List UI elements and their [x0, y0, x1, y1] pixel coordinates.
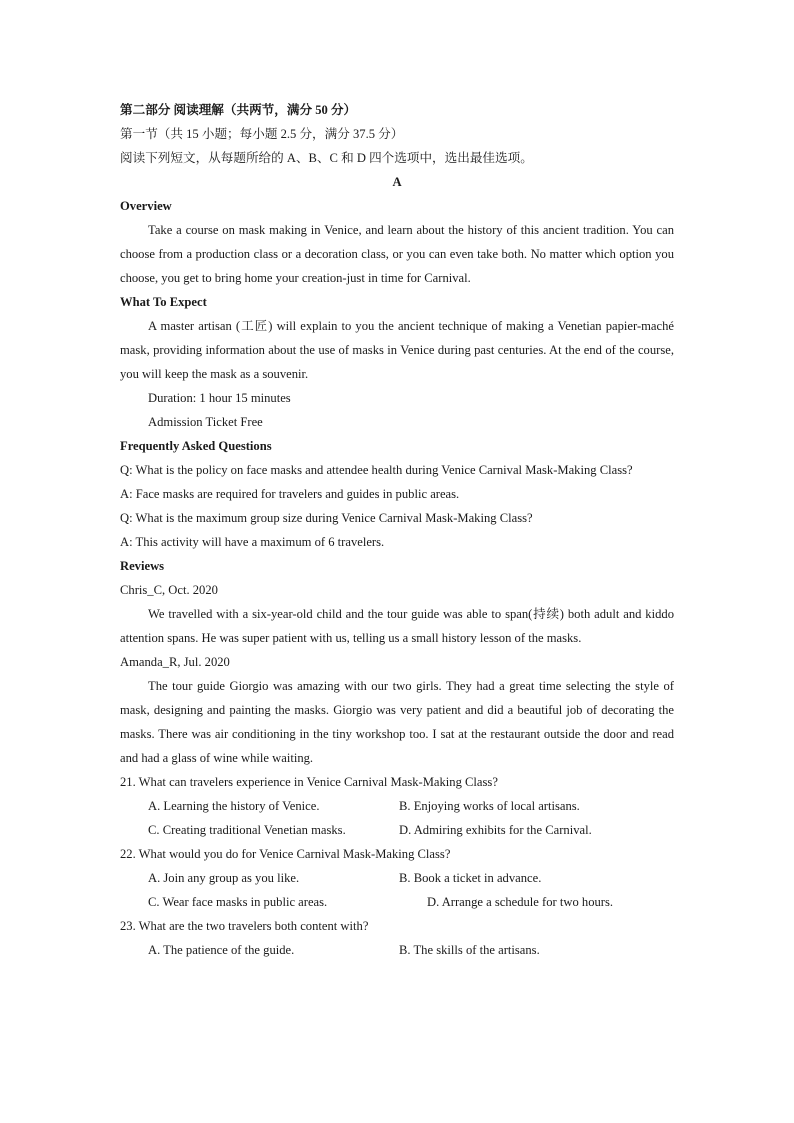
- question-22-options-row-1: [120, 866, 674, 890]
- faq-answer-2: A: This activity will have a maximum of 6 travelers.: [120, 535, 385, 549]
- reviews-heading: Reviews: [120, 559, 165, 573]
- expect-paragraph: A master artisan (工匠) will explain to you the ancient technique of making a Venetian papier-maché mask, providing information about the use of masks in Venice during past centuries. At the end of the course, you will keep the mask as a souvenir.: [120, 319, 674, 381]
- option-22-c: C. Wear face masks in public areas.: [148, 895, 328, 909]
- option-23-b: B. The skills of the artisans.: [399, 943, 540, 957]
- faq-question-1: Q: What is the policy on face masks and attendee health during Venice Carnival Mask-Making Class?: [120, 463, 633, 477]
- question-21-stem: 21. What can travelers experience in Venice Carnival Mask-Making Class?: [120, 775, 498, 789]
- duration-text: Duration: 1 hour 15 minutes: [148, 391, 291, 405]
- option-21-c: C. Creating traditional Venetian masks.: [148, 823, 346, 837]
- question-23-stem: 23. What are the two travelers both content with?: [120, 919, 369, 933]
- option-22-a: A. Join any group as you like.: [148, 871, 300, 885]
- review-2-text: The tour guide Giorgio was amazing with our two girls. They had a great time selecting the style of mask, designing and painting the masks. Giorgio was very patient and did a beautiful job of decorating the masks. There was air conditioning in the tiny workshop too. I sat at the restaurant outside the door and read and had a glass of wine while waiting.: [120, 679, 674, 765]
- faq-heading: Frequently Asked Questions: [120, 439, 272, 453]
- faq-answer-1: A: Face masks are required for travelers and guides in public areas.: [120, 487, 460, 501]
- option-22-b: B. Book a ticket in advance.: [399, 871, 542, 885]
- option-21-d: D. Admiring exhibits for the Carnival.: [399, 823, 592, 837]
- question-21-options-row-2: [120, 818, 674, 842]
- admission-text: Admission Ticket Free: [148, 415, 263, 429]
- overview-heading: Overview: [120, 199, 172, 213]
- option-23-a: A. The patience of the guide.: [148, 943, 295, 957]
- faq-question-2: Q: What is the maximum group size during Venice Carnival Mask-Making Class?: [120, 511, 533, 525]
- expect-heading: What To Expect: [120, 295, 207, 309]
- part-heading: 第二部分 阅读理解（共两节，满分 50 分）: [120, 103, 357, 117]
- review-2-author: Amanda_R, Jul. 2020: [120, 655, 230, 669]
- exam-page: [120, 98, 674, 962]
- section-heading: 第一节（共 15 小题；每小题 2.5 分，满分 37.5 分）: [120, 127, 404, 141]
- review-1-author: Chris_C, Oct. 2020: [120, 583, 218, 597]
- overview-paragraph: Take a course on mask making in Venice, and learn about the history of this ancient tradition. You can choose from a production class or a decoration class, or you can even take both. No matter which option you choose, you get to bring home your creation-just in time for Carnival.: [120, 223, 674, 285]
- passage-label: A: [392, 175, 402, 189]
- option-21-b: B. Enjoying works of local artisans.: [399, 799, 580, 813]
- option-22-d: D. Arrange a schedule for two hours.: [427, 895, 614, 909]
- question-22-stem: 22. What would you do for Venice Carnival Mask-Making Class?: [120, 847, 451, 861]
- question-21-options-row-1: [120, 794, 674, 818]
- question-22-options-row-2: [120, 890, 674, 914]
- question-23-options-row-1: [120, 938, 674, 962]
- option-21-a: A. Learning the history of Venice.: [148, 799, 320, 813]
- review-1-text: We travelled with a six-year-old child and the tour guide was able to span(持续) both adult and kiddo attention spans. He was super patient with us, telling us a small history lesson of the masks.: [120, 607, 674, 645]
- instruction-text: 阅读下列短文，从每题所给的 A、B、C 和 D 四个选项中，选出最佳选项。: [120, 151, 533, 165]
